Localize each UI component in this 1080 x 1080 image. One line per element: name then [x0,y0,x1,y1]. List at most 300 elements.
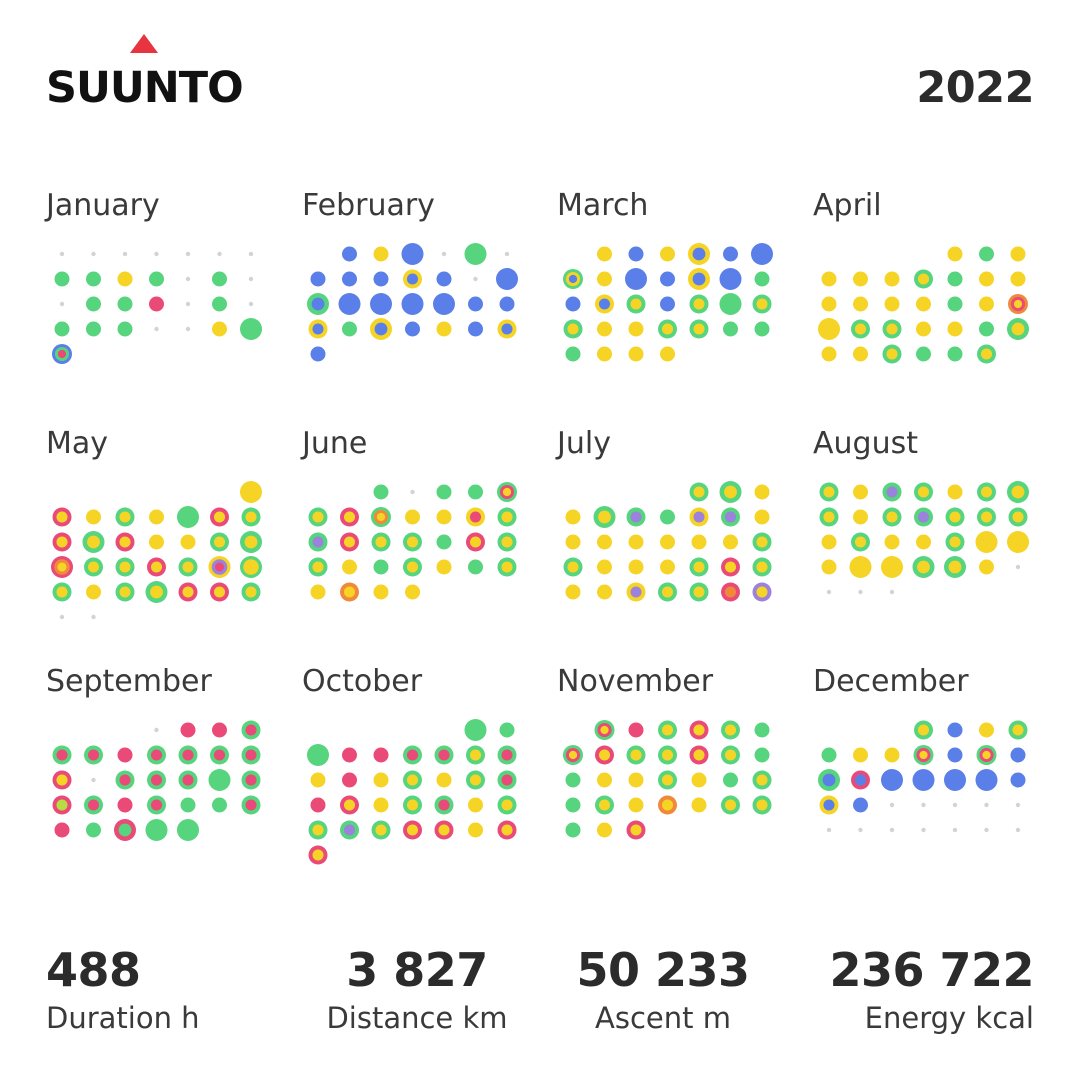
november-day-dot [627,821,646,840]
january-day-dot [86,272,101,287]
february-day-dot [442,252,446,256]
august-day-dot [883,508,902,527]
may-day-dot [177,506,199,528]
april-day-dot [977,345,996,364]
stat-duration-label: Duration h [46,1001,200,1035]
may-day-dot [116,508,135,527]
january-day-dot [154,327,158,331]
october-day-dot [468,823,483,838]
december-day-dot [944,769,966,791]
october-day-dot [311,773,326,788]
december-day-dot [976,769,998,791]
may-day-dot [60,615,64,619]
january-day-dot [55,322,70,337]
november-day-dot [658,771,677,790]
march-day-dot [625,268,647,290]
june-day-dot [340,508,359,527]
may-day-dot [51,556,73,578]
february-day-dot [374,247,389,262]
september-day-dot [179,746,198,765]
may-day-dot [149,535,164,550]
december-day-dot [913,769,935,791]
december-day-dot [914,721,933,740]
february-day-dot [437,272,452,287]
june-day-dot [410,490,414,494]
november-day-dot [597,773,612,788]
april-day-dot [883,320,902,339]
february-day-dot [403,270,422,289]
august-day-dot [914,508,933,527]
january-day-dot [86,322,101,337]
stat-distance-value: 3 827 [346,943,488,997]
may-day-dot [240,531,262,553]
august-day-dot [977,483,996,502]
november-day-dot [658,796,677,815]
june-day-dot [374,560,389,575]
march-day-dot [688,268,710,290]
february-day-dot [307,293,329,315]
april-day-dot [853,272,868,287]
june-day-dot [340,583,359,602]
april-day-dot [948,272,963,287]
april-day-dot [853,297,868,312]
january-day-dot [249,277,253,281]
january-day-dot [154,252,158,256]
january-day-dot [149,297,164,312]
september-day-dot [181,798,196,813]
june-day-dot [437,560,452,575]
month-label-september: September [46,664,212,699]
february-day-dot [505,252,509,256]
december-day-dot [1016,828,1020,832]
october-day-dot [403,771,422,790]
july-day-dot [566,535,581,550]
february-day-dot [342,272,357,287]
june-day-dot [403,533,422,552]
april-day-dot [979,322,994,337]
may-day-dot [179,558,198,577]
april-day-dot [914,270,933,289]
january-day-dot [86,297,101,312]
august-day-dot [979,560,994,575]
april-day-dot [885,297,900,312]
november-day-dot [566,823,581,838]
march-day-dot [597,347,612,362]
march-day-dot [660,272,675,287]
december-day-dot [818,769,840,791]
march-day-dot [723,247,738,262]
month-label-march: March [557,188,649,223]
march-day-dot [660,247,675,262]
october-day-dot [498,796,517,815]
october-day-dot [374,773,389,788]
june-day-dot [437,485,452,500]
stat-duration-value: 488 [46,943,141,997]
january-day-dot [60,252,64,256]
march-day-dot [723,322,738,337]
february-day-dot [498,320,517,339]
june-day-dot [309,533,328,552]
april-day-dot [885,272,900,287]
september-day-dot [114,819,136,841]
may-day-dot [181,535,196,550]
october-day-dot [307,744,329,766]
may-day-dot [53,533,72,552]
march-day-dot [563,269,583,289]
january-day-dot [217,252,221,256]
december-day-dot [979,723,994,738]
september-day-dot [210,746,229,765]
july-day-dot [690,508,709,527]
august-day-dot [1007,531,1029,553]
june-day-dot [403,558,422,577]
november-day-dot [658,746,677,765]
august-day-dot [820,508,839,527]
june-day-dot [374,485,389,500]
month-label-august: August [813,426,918,461]
august-day-dot [913,556,935,578]
november-day-dot [692,773,707,788]
stat-distance-label: Distance km [326,1001,508,1035]
september-day-dot [242,796,261,815]
month-label-december: December [813,664,969,699]
month-label-april: April [813,188,882,223]
october-day-dot [309,821,328,840]
may-day-dot [240,481,262,503]
october-day-dot [498,771,517,790]
october-day-dot [340,796,359,815]
september-day-dot [147,746,166,765]
november-day-dot [629,798,644,813]
june-day-dot [342,560,357,575]
february-day-dot [496,268,518,290]
month-label-june: June [302,426,368,461]
august-day-dot [822,535,837,550]
february-day-dot [405,322,420,337]
june-day-dot [309,558,328,577]
april-day-dot [822,297,837,312]
august-day-dot [850,556,872,578]
july-day-dot [594,506,616,528]
october-day-dot [468,798,483,813]
stat-energy-label: Energy kcal [864,1001,1034,1035]
june-day-dot [405,510,420,525]
june-day-dot [498,508,517,527]
july-day-dot [566,510,581,525]
november-day-dot [690,721,709,740]
november-day-dot [629,773,644,788]
february-day-dot [339,293,361,315]
february-day-dot [473,277,477,281]
april-day-dot [979,247,994,262]
may-day-dot [116,558,135,577]
august-day-dot [890,590,894,594]
june-day-dot [497,482,517,502]
november-day-dot [629,723,644,738]
november-day-dot [721,796,740,815]
august-day-dot [881,556,903,578]
march-day-dot [629,347,644,362]
march-day-dot [658,320,677,339]
march-day-dot [688,243,710,265]
july-day-dot [690,483,709,502]
november-day-dot [566,798,581,813]
july-day-dot [660,510,675,525]
september-day-dot [84,796,103,815]
july-day-dot [564,558,583,577]
january-day-dot [55,272,70,287]
february-day-dot [500,297,515,312]
december-day-dot [948,748,963,763]
april-day-dot [979,272,994,287]
august-day-dot [1016,565,1020,569]
april-day-dot [1011,247,1026,262]
january-day-dot [249,252,253,256]
june-day-dot [309,508,328,527]
january-day-dot [212,272,227,287]
september-day-dot [242,721,261,740]
july-day-dot [627,583,646,602]
may-day-dot [84,558,103,577]
may-day-dot [116,583,135,602]
july-day-dot [755,510,770,525]
october-day-dot [466,771,485,790]
july-day-dot [755,485,770,500]
may-day-dot [147,558,166,577]
march-day-dot [690,295,709,314]
may-day-dot [209,556,231,578]
june-day-dot [466,533,485,552]
august-day-dot [1007,481,1029,503]
july-day-dot [721,558,740,577]
october-day-dot [435,821,454,840]
july-day-dot [720,481,742,503]
june-day-dot [468,560,483,575]
april-day-dot [948,297,963,312]
june-day-dot [311,585,326,600]
may-day-dot [116,533,135,552]
stat-duration [46,940,200,1036]
july-day-dot [597,535,612,550]
march-day-dot [597,247,612,262]
august-day-dot [820,483,839,502]
june-day-dot [437,535,452,550]
november-day-dot [595,720,615,740]
february-day-dot [468,297,483,312]
october-day-dot [498,746,517,765]
february-day-dot [402,293,424,315]
february-day-dot [311,347,326,362]
september-day-dot [53,746,72,765]
april-day-dot [1007,318,1029,340]
august-day-dot [944,556,966,578]
july-day-dot [723,535,738,550]
february-day-dot [370,318,392,340]
november-day-dot [658,721,677,740]
november-day-dot [755,748,770,763]
december-day-dot [1011,773,1026,788]
july-day-dot [721,583,740,602]
july-day-dot [690,558,709,577]
april-day-dot [822,272,837,287]
may-day-dot [242,508,261,527]
june-day-dot [340,533,359,552]
january-day-dot [123,252,127,256]
august-day-dot [946,533,965,552]
december-day-dot [977,745,997,765]
august-day-dot [976,531,998,553]
october-day-dot [498,821,517,840]
december-day-dot [822,748,837,763]
april-day-dot [916,347,931,362]
november-day-dot [723,773,738,788]
november-day-dot [753,796,772,815]
december-day-dot [984,828,988,832]
november-day-dot [597,823,612,838]
september-day-dot [55,823,70,838]
february-day-dot [374,272,389,287]
january-day-dot [186,252,190,256]
april-day-dot [1008,294,1028,314]
january-day-dot [186,327,190,331]
august-day-dot [1009,508,1028,527]
november-day-dot [753,771,772,790]
december-day-dot [858,828,862,832]
march-day-dot [720,293,742,315]
march-day-dot [690,320,709,339]
june-day-dot [498,533,517,552]
november-day-dot [755,723,770,738]
april-day-dot [916,297,931,312]
november-day-dot [721,746,740,765]
november-day-dot [566,773,581,788]
october-day-dot [466,746,485,765]
june-day-dot [498,558,517,577]
march-day-dot [660,347,675,362]
march-day-dot [629,247,644,262]
month-label-february: February [302,188,435,223]
february-day-dot [309,320,328,339]
september-day-dot [181,723,196,738]
march-day-dot [627,295,646,314]
november-day-dot [595,746,614,765]
october-day-dot [437,773,452,788]
october-day-dot [311,798,326,813]
july-day-dot [753,558,772,577]
march-day-dot [564,320,583,339]
october-day-dot [435,746,454,765]
may-day-dot [240,556,262,578]
march-day-dot [660,297,675,312]
may-day-dot [210,583,229,602]
december-day-dot [853,748,868,763]
may-day-dot [86,510,101,525]
september-day-dot [118,798,133,813]
december-day-dot [853,798,868,813]
january-day-dot [212,297,227,312]
stat-ascent [572,940,754,1036]
may-day-dot [53,508,72,527]
november-day-dot [627,746,646,765]
august-day-dot [977,508,996,527]
december-day-dot [914,745,934,765]
february-day-dot [437,322,452,337]
september-day-dot [86,823,101,838]
november-day-dot [721,721,740,740]
may-day-dot [53,583,72,602]
august-day-dot [885,535,900,550]
october-day-dot [500,723,515,738]
month-label-november: November [557,664,714,699]
july-day-dot [566,585,581,600]
april-day-dot [948,322,963,337]
stat-ascent-value: 50 233 [576,943,750,997]
january-day-dot [240,318,262,340]
march-day-dot [566,297,581,312]
february-day-dot [370,293,392,315]
january-day-dot [249,302,253,306]
brand-name: SUUNTO [46,63,243,113]
stat-energy [829,940,1034,1036]
september-day-dot [147,796,166,815]
january-day-dot [91,252,95,256]
august-day-dot [914,483,933,502]
october-day-dot [342,773,357,788]
august-day-dot [946,508,965,527]
september-day-dot [53,796,72,815]
november-day-dot [690,746,709,765]
december-day-dot [881,769,903,791]
december-day-dot [948,723,963,738]
september-day-dot [118,748,133,763]
july-day-dot [753,583,772,602]
may-day-dot [179,583,198,602]
december-day-dot [890,803,894,807]
october-day-dot [374,798,389,813]
january-day-dot [118,297,133,312]
december-day-dot [1009,721,1028,740]
january-day-dot [52,344,72,364]
september-day-dot [154,728,158,732]
stat-distance [322,940,512,1036]
october-day-dot [435,796,454,815]
october-day-dot [403,796,422,815]
may-day-dot [83,531,105,553]
may-day-dot [210,533,229,552]
september-day-dot [242,771,261,790]
july-day-dot [597,560,612,575]
december-day-dot [953,803,957,807]
october-day-dot [403,746,422,765]
february-day-dot [465,243,487,265]
may-day-dot [242,583,261,602]
october-day-dot [342,748,357,763]
april-day-dot [979,297,994,312]
august-day-dot [883,483,902,502]
february-day-dot [342,322,357,337]
march-day-dot [629,322,644,337]
month-label-october: October [302,664,423,699]
april-day-dot [851,320,870,339]
june-day-dot [468,485,483,500]
january-day-dot [118,272,133,287]
august-day-dot [858,590,862,594]
july-day-dot [753,533,772,552]
june-day-dot [466,508,485,527]
august-day-dot [822,560,837,575]
march-day-dot [755,322,770,337]
march-day-dot [595,295,614,314]
